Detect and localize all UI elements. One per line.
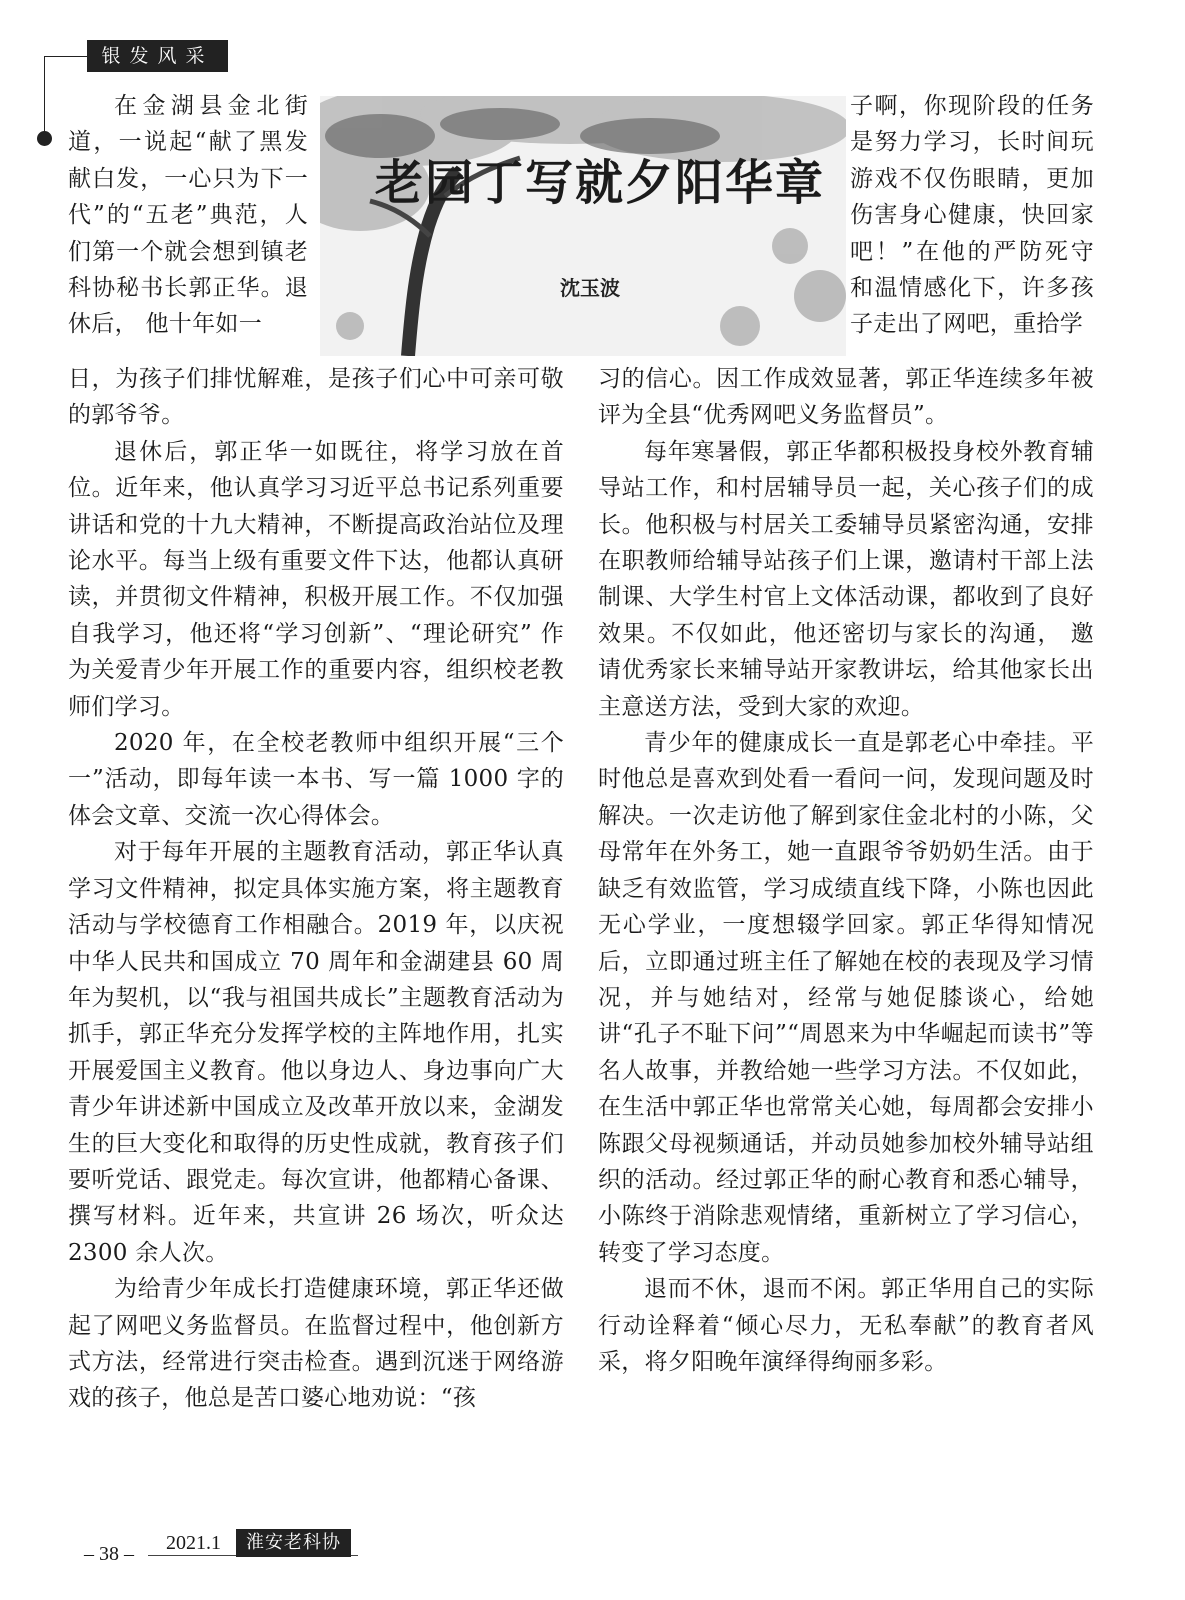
section-tag: 银发风采 <box>87 40 228 72</box>
right-column-top <box>850 88 1094 343</box>
header-bracket-side <box>44 56 45 136</box>
paragraph: 2020 年，在全校老教师中组织开展“三个一”活动，即每年读一本书、写一篇 1000 字的体会文章、交流一次心得体会。 <box>68 730 564 829</box>
left-column <box>68 361 564 1417</box>
paragraph: 在金湖县金北街道，一说起“献了黑发献白发，一心只为下一代”的“五老”典范，人们第一个就会想到镇老科协秘书长郭正华。退休后， 他十年如一 <box>68 93 308 338</box>
paragraph: 日，为孩子们排忧解难，是孩子们心中可亲可敬的郭爷爷。 <box>68 366 564 429</box>
title-banner <box>320 96 846 356</box>
paragraph: 青少年的健康成长一直是郭老心中牵挂。平时他总是喜欢到处看一看问一问，发现问题及时解决。一次走访他了解到家住金北村的小陈，父母常年在外务工，她一直跟爷爷奶奶生活。由于缺乏有效监管，学习成绩直线下降，小陈也因此无心学业，一度想辍学回家。郭正华得知情况后，立即通过班主任了解她在校的表现及学习情况，并与她结对，经常与她促膝谈心，给她讲“孔子不耻下问”“周恩来为中华崛起而读书”等名人故事，并教给她一些学习方法。不仅如此，在生活中郭正华也常常关心她，每周都会安排小陈跟父母视频通话，并动员她参加校外辅导站组织的活动。经过郭正华的耐心教育和悉心辅导， 小陈终于消除悲观情绪，重新树立了学习信心，转变了学习态度。 <box>598 730 1094 1266</box>
header-bracket-dot <box>37 131 52 146</box>
tree-illustration <box>320 96 846 356</box>
paragraph: 习的信心。因工作成效显著，郭正华连续多年被评为全县“优秀网吧义务监督员”。 <box>598 366 1094 429</box>
article-author: 沈玉波 <box>560 276 620 300</box>
paragraph: 每年寒暑假，郭正华都积极投身校外教育辅导站工作，和村居辅导员一起，关心孩子们的成长。他积极与村居关工委辅导员紧密沟通，安排在职教师给辅导站孩子们上课，邀请村干部上法制课、大学生村官上文体活动课，都收到了良好效果。不仅如此，他还密切与家长的沟通， 邀请优秀家长来辅导站开家教讲坛，给其他家长出主意送方法，受到大家的欢迎。 <box>598 438 1094 720</box>
right-column <box>598 361 1094 1380</box>
paragraph: 为给青少年成长打造健康环境，郭正华还做起了网吧义务监督员。在监督过程中，他创新方式方法，经常进行突击检查。遇到沉迷于网络游戏的孩子，他总是苦口婆心地劝说：“孩 <box>68 1276 564 1412</box>
page-number: – 38 – <box>84 1543 134 1565</box>
paragraph: 子啊，你现阶段的任务是努力学习，长时间玩游戏不仅伤眼睛，更加伤害身心健康，快回家吧！”在他的严防死守和温情感化下，许多孩子走出了网吧，重拾学 <box>850 93 1094 338</box>
publication-name: 淮安老科协 <box>236 1529 351 1557</box>
paragraph: 对于每年开展的主题教育活动，郭正华认真学习文件精神，拟定具体实施方案，将主题教育活动与学校德育工作相融合。2019 年，以庆祝中华人民共和国成立 70 周年和金湖建县 60 周年为契机，以“我与祖国共成长”主题教育活动为抓手，郭正华充分发挥学校的主阵地作用，扎实开展爱国主义教育。他以身边人、身边事向广大青少年讲述新中国成立及改革开放以来，金湖发生的巨大变化和取得的历史性成就，教育孩子们要听党话、跟党走。每次宣讲，他都精心备课、撰写材料。近年来，共宣讲 26 场次，听众达 2300 余人次。 <box>68 839 564 1266</box>
paragraph: 退而不休，退而不闲。郭正华用自己的实际行动诠释着“倾心尽力，无私奉献”的教育者风采，将夕阳晚年演绎得绚丽多彩。 <box>598 1276 1094 1375</box>
header-bracket-line <box>44 56 87 57</box>
left-column-top <box>68 88 308 343</box>
paragraph: 退休后，郭正华一如既往，将学习放在首位。近年来，他认真学习习近平总书记系列重要讲话和党的十九大精神，不断提高政治站位及理论水平。每当上级有重要文件下达，他都认真研读，并贯彻文件精神，积极开展工作。不仅加强自我学习，他还将“学习创新”、“理论研究” 作为关爱青少年开展工作的重要内容，组织校老教师们学习。 <box>68 438 564 720</box>
issue-label: 2021.1 <box>166 1532 221 1554</box>
article-title: 老园丁写就夕阳华章 <box>374 155 825 211</box>
